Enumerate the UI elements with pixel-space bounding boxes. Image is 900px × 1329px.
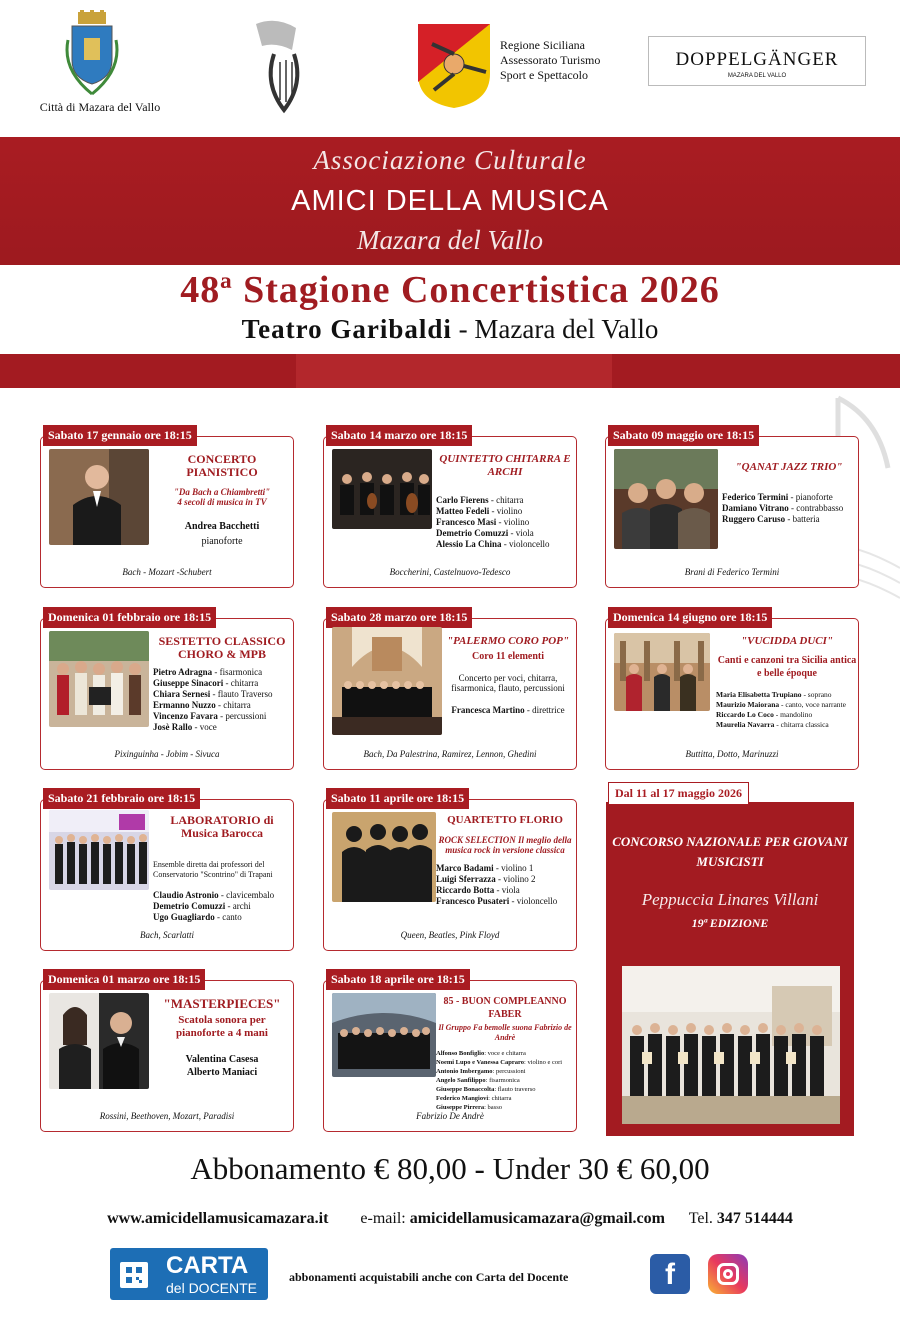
performer-row: Federico Mangiovi: chitarra (436, 1095, 512, 1102)
theatre-line (0, 314, 900, 345)
event-program: Fabrizio De Andrè (416, 1111, 484, 1121)
event-info (436, 995, 574, 1112)
event-date: Domenica 14 giugno ore 18:15 (608, 607, 772, 628)
phone-label: Tel. (688, 1210, 713, 1227)
event-performers (153, 667, 291, 733)
event-info (153, 814, 291, 923)
competition-photo (622, 966, 840, 1124)
event-date: Sabato 09 maggio ore 18:15 (608, 425, 759, 446)
qr-code-icon (120, 1262, 148, 1288)
event-subtitle: Canti e canzoni tra Sicilia antica e belle époque (717, 655, 857, 679)
performer-row: Alessio La China - violoncello (436, 539, 550, 549)
season-title: 48ª Stagione Concertistica 2026 (180, 269, 720, 311)
email-link[interactable]: amicidellamusicamazara@gmail.com (409, 1210, 665, 1227)
event-card[interactable] (40, 972, 294, 1132)
event-performers (716, 690, 858, 730)
event-date: Sabato 21 febbraio ore 18:15 (43, 788, 200, 809)
performer-row: Marco Badami - violino 1 (436, 863, 534, 873)
event-date: Sabato 18 aprile ore 18:15 (326, 969, 470, 990)
facebook-icon[interactable]: f (650, 1254, 690, 1294)
performer-row: Carlo Fierens - chitarra (436, 495, 524, 505)
event-info (153, 453, 291, 547)
performer-row: Luigi Sferrazza - violino 2 (436, 874, 536, 884)
event-info (436, 453, 574, 550)
event-program: Bach - Mozart -Schubert (122, 567, 212, 577)
region-line: Assessorato Turismo (500, 53, 601, 67)
website-link[interactable]: www.amicidellamusicamazara.it (107, 1210, 329, 1227)
event-performers (436, 863, 574, 907)
performer-row: Pietro Adragna - fisarmonica (153, 667, 263, 677)
event-info (442, 635, 574, 716)
event-info (153, 635, 291, 733)
competition-name: Peppuccia Linares Villani (641, 890, 819, 909)
association-name: AMICI DELLA MUSICA (291, 185, 609, 217)
event-date: Sabato 28 marzo ore 18:15 (326, 607, 472, 628)
event-subtitle: Il Gruppo Fa bemolle suona Fabrizio de Andrè (438, 1023, 572, 1042)
region-line: Sport e Spettacolo (500, 68, 588, 82)
event-photo (332, 627, 442, 735)
doppelganger-name: DOPPELGÄNGER (675, 49, 839, 70)
theatre-location: - Mazara del Vallo (458, 314, 659, 344)
subscription-price: Abbonamento € 80,00 - Under 30 € 60,00 (190, 1151, 710, 1186)
event-program: Boccherini, Castelnuovo-Tedesco (389, 567, 511, 577)
instagram-icon[interactable] (708, 1254, 748, 1294)
performer-row: Chiara Sernesi - flauto Traverso (153, 689, 273, 699)
event-description: Ensemble diretta dai professori del Conservatorio "Scontrino" di Trapani (153, 860, 273, 879)
competition-date: Dal 11 al 17 maggio 2026 (608, 782, 749, 805)
performer-row: Maria Elisabetta Trupiano - soprano (716, 690, 832, 699)
event-subtitle: Scatola sonora per pianoforte a 4 mani (176, 1014, 268, 1039)
carta-docente-logo (110, 1248, 268, 1300)
event-card[interactable] (40, 791, 294, 951)
event-card[interactable] (323, 610, 577, 770)
competition-title: CONCORSO NAZIONALE PER GIOVANI MUSICISTI (612, 834, 848, 869)
event-description: Concerto per voci, chitarra, fisarmonica, flauto, percussioni (451, 673, 565, 693)
event-card[interactable] (323, 428, 577, 588)
competition-edition: 19ª EDIZIONE (691, 916, 769, 930)
event-photo (332, 993, 436, 1077)
event-program: Brani di Federico Termini (684, 567, 780, 577)
association-label: Associazione Culturale (313, 145, 587, 175)
performer-row: Claudio Astronio - clavicembalo (153, 890, 275, 900)
association-banner (0, 137, 900, 265)
event-performers (436, 1049, 574, 1112)
red-strip (0, 354, 900, 388)
event-subtitle: ROCK SELECTION Il meglio della musica rock in versione classica (438, 835, 572, 855)
event-title: 85 - BUON COMPLEANNO FABER (443, 996, 567, 1020)
event-date: Sabato 17 gennaio ore 18:15 (43, 425, 197, 446)
email-label: e-mail: (360, 1210, 406, 1227)
event-performers (153, 890, 291, 923)
event-title: "PALERMO CORO POP" (446, 635, 569, 647)
event-info (153, 997, 291, 1078)
performer-row: Antonio Imbergamo: percussioni (436, 1068, 526, 1075)
performer-row: Matteo Fedeli - violino (436, 506, 523, 516)
performer-row: Ruggero Caruso - batteria (722, 514, 820, 524)
event-info (722, 453, 856, 525)
event-program: Queen, Beatles, Pink Floyd (400, 930, 500, 940)
event-instrument: - direttrice (524, 705, 565, 715)
performer-row: Riccardo Lo Coco - mandolino (716, 710, 813, 719)
event-performer-row (442, 705, 574, 716)
event-photo (332, 812, 436, 902)
event-description: 4 secoli di musica in TV (177, 497, 267, 507)
event-program: Pixinguinha - Jobim - Sivuca (114, 749, 220, 759)
city-crest-icon (62, 10, 122, 98)
event-performer: Alberto Maniaci (186, 1067, 258, 1078)
event-date: Domenica 01 marzo ore 18:15 (43, 969, 205, 990)
event-photo (49, 810, 149, 890)
performer-row: Giuseppe Sinacori - chitarra (153, 678, 259, 688)
crest-label: Città di Mazara del Vallo (39, 100, 161, 114)
region-label (500, 38, 600, 83)
event-title: SESTETTO CLASSICO CHORO & MPB (158, 634, 286, 661)
event-title: LABORATORIO di Musica Barocca (170, 813, 274, 840)
event-performer: Andrea Bacchetti (184, 521, 260, 532)
performer-row: Ugo Guagliardo - canto (153, 912, 242, 922)
event-subtitle: "Da Bach a Chiambretti" (173, 487, 271, 497)
event-program: Buttitta, Dotto, Marinuzzi (685, 749, 779, 759)
event-title: QUINTETTO CHITARRA E ARCHI (439, 453, 571, 478)
event-card[interactable] (323, 791, 577, 951)
performer-row: Josè Rallo - voce (153, 722, 217, 732)
association-city: Mazara del Vallo (357, 225, 543, 255)
event-date: Domenica 01 febbraio ore 18:15 (43, 607, 216, 628)
performer-row: Francesco Masi - violino (436, 517, 530, 527)
event-photo (614, 449, 718, 549)
sicily-trinacria-icon (416, 22, 492, 110)
event-performers (722, 492, 856, 525)
performer-row: Maurelia Navarra - chitarra classica (716, 720, 829, 729)
doppelganger-sub: MAZARA DEL VALLO (727, 73, 787, 79)
event-program: Rossini, Beethoven, Mozart, Paradisi (99, 1111, 235, 1121)
event-title: "QANAT JAZZ TRIO" (735, 461, 843, 473)
doppelganger-logo (648, 36, 866, 86)
performer-row: Alfonso Bonfiglio: voce e chitarra (436, 1050, 526, 1057)
carta-title: CARTA (166, 1252, 249, 1279)
event-performer: Valentina Casesa (185, 1054, 259, 1065)
event-card[interactable] (40, 610, 294, 770)
event-instrument: pianoforte (201, 536, 243, 547)
event-title: QUARTETTO FLORIO (447, 814, 563, 826)
performer-row: Riccardo Botta - viola (436, 885, 520, 895)
performer-row: Demetrio Comuzzi - viola (436, 528, 534, 538)
event-title: "MASTERPIECES" (163, 996, 281, 1011)
event-performers (436, 495, 574, 550)
event-subtitle: Coro 11 elementi (471, 651, 545, 662)
performer-row: Demetrio Comuzzi - archi (153, 901, 251, 911)
logo-row (0, 0, 900, 135)
event-photo (332, 449, 432, 529)
performer-row: Angelo Sanfilippo: fisarmonica (436, 1077, 520, 1084)
carta-subtitle: del DOCENTE (166, 1280, 258, 1296)
event-program: Bach, Scarlatti (140, 930, 194, 940)
event-title: CONCERTO PIANISTICO (186, 452, 258, 479)
contact-line (0, 1210, 900, 1228)
performer-row: Ermanno Nuzzo - chitarra (153, 700, 251, 710)
event-card[interactable] (605, 428, 859, 588)
performer-row: Damiano Vitrano - contrabbasso (722, 503, 844, 513)
phone-number[interactable]: 347 514444 (716, 1210, 793, 1227)
event-card[interactable] (605, 610, 859, 770)
event-card[interactable] (40, 428, 294, 588)
event-photo (49, 631, 149, 727)
performer-row: Noemi Lupo e Vanessa Capraro: violino e cori (436, 1059, 563, 1066)
event-card[interactable] (323, 972, 577, 1132)
event-title: "VUCIDDA DUCI" (741, 635, 833, 647)
region-line: Regione Siciliana (500, 38, 585, 52)
event-photo (49, 993, 149, 1089)
event-date: Sabato 11 aprile ore 18:15 (326, 788, 469, 809)
theatre-name: Teatro Garibaldi (241, 314, 452, 344)
performer-row: Maurizio Maiorana - canto, voce narrante (716, 700, 846, 709)
competition-box (606, 802, 854, 1136)
event-photo (614, 633, 710, 711)
event-date: Sabato 14 marzo ore 18:15 (326, 425, 472, 446)
event-performer: Francesca Martino (451, 705, 525, 715)
event-info (436, 814, 574, 907)
lyre-logo-icon (246, 14, 326, 114)
performer-row: Francesco Pusateri - violoncello (436, 896, 558, 906)
carta-note: abbonamenti acquistabili anche con Carta del Docente (289, 1270, 569, 1284)
performer-row: Giuseppe Pirrera: basso (436, 1104, 502, 1111)
performer-row: Vincenzo Favara - percussioni (153, 711, 267, 721)
performer-row: Giuseppe Bonaccolta: flauto traverso (436, 1086, 536, 1093)
event-program: Bach, Da Palestrina, Ramirez, Lennon, Ghedini (363, 749, 537, 759)
event-photo (49, 449, 149, 545)
event-info (716, 635, 858, 730)
performer-row: Federico Termini - pianoforte (722, 492, 833, 502)
